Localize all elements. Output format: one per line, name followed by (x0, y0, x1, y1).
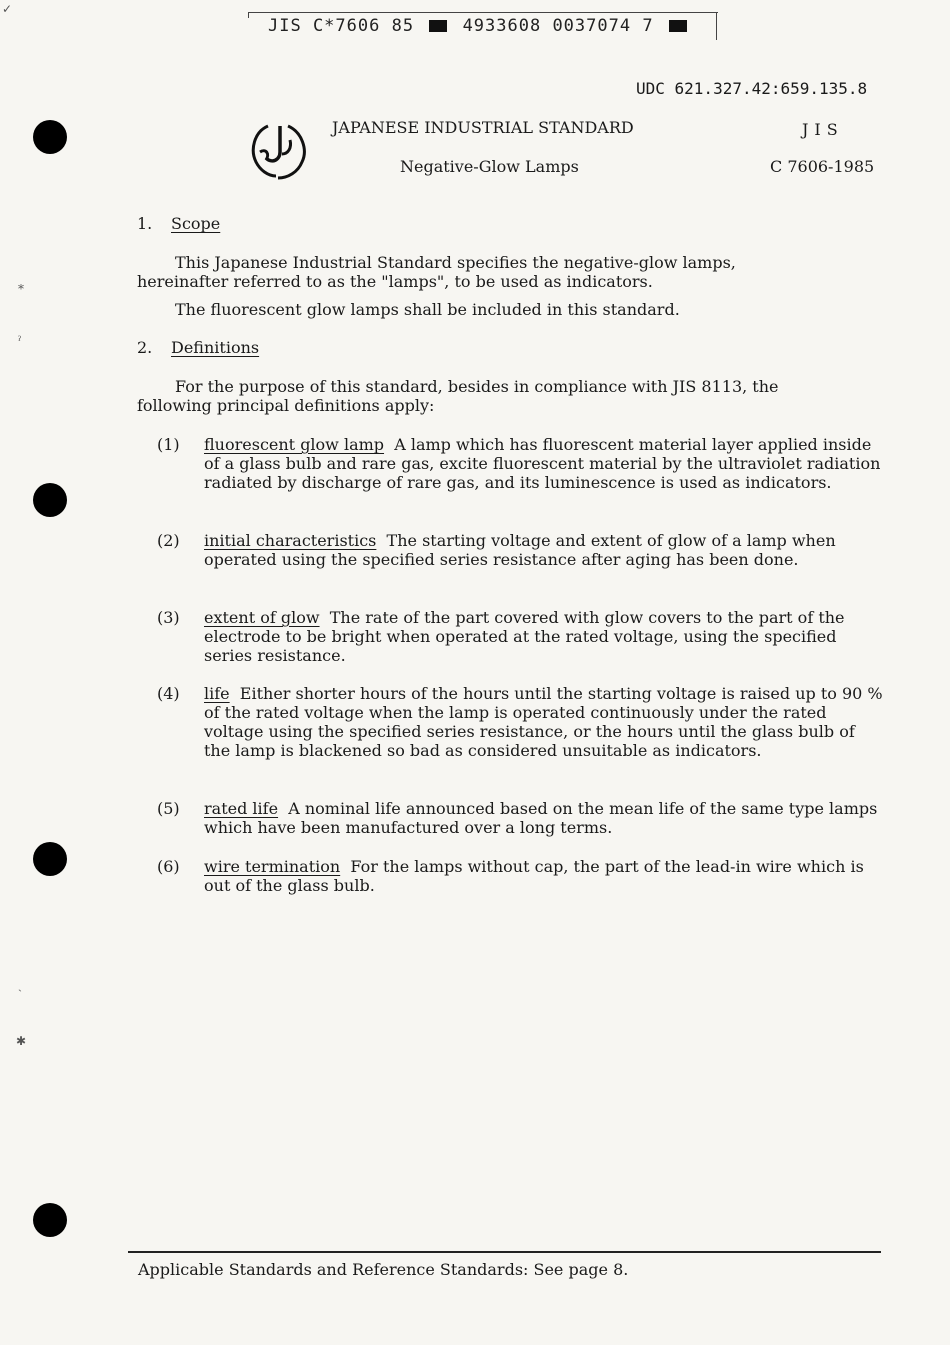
definition-term: rated life (204, 799, 279, 818)
definition-text: For the lamps without cap, the part of the lead-in wire which is out of the glass bulb. (204, 857, 864, 895)
definition-number: (2) (157, 531, 180, 550)
barcode-block-icon (429, 20, 447, 32)
code-right: 4933608 0037074 7 (462, 16, 654, 36)
definition-term: extent of glow (204, 608, 320, 627)
definition-item (204, 857, 884, 895)
definition-number: (1) (157, 435, 180, 454)
definition-item (204, 531, 884, 569)
definition-term: initial characteristics (204, 531, 377, 550)
header-rule-side (716, 12, 717, 40)
footer-rule (128, 1251, 881, 1253)
scope-paragraph-line: hereinafter referred to as the "lamps", to be used as indicators. (137, 272, 653, 291)
section-number: 1. (137, 214, 153, 233)
punch-hole-icon (33, 120, 67, 154)
jis-logo-icon (246, 118, 310, 182)
definition-term: life (204, 684, 230, 703)
definition-item (204, 608, 884, 665)
scope-paragraph-line: This Japanese Industrial Standard specifies the negative-glow lamps, (175, 253, 736, 272)
section-title-definitions: Definitions (171, 338, 260, 357)
definition-item (204, 684, 884, 760)
section-number: 2. (137, 338, 153, 357)
barcode-block-icon (669, 20, 687, 32)
definition-text: A lamp which has fluorescent material layer applied inside of a glass bulb and rare gas, excite fluorescent material by the ultraviolet radiation radiated by discharge of rare gas, and its luminescence is used as indicators. (204, 435, 881, 492)
definition-text: Either shorter hours of the hours until the starting voltage is raised up to 90 % of the rated voltage when the lamp is operated continuously under the rated voltage using the specified series resistance, or the hours until the glass bulb of the lamp is blackened so bad as considered unsuitable as indicators. (204, 684, 883, 760)
definitions-intro-line: following principal definitions apply: (137, 396, 435, 415)
definition-term: fluorescent glow lamp (204, 435, 385, 454)
punch-hole-icon (33, 842, 67, 876)
definition-term: wire termination (204, 857, 341, 876)
standard-number: C 7606-1985 (770, 157, 875, 176)
definition-text: The rate of the part covered with glow covers to the part of the electrode to be bright when operated at the rated voltage, using the specified series resistance. (204, 608, 845, 665)
standard-title: JAPANESE INDUSTRIAL STANDARD (332, 118, 634, 137)
udc-code: UDC 621.327.42:659.135.8 (636, 79, 868, 98)
definition-item (204, 435, 884, 492)
scan-speck: ˎ (18, 978, 22, 992)
document-code-header (268, 16, 691, 36)
header-rule (248, 12, 718, 13)
definition-number: (5) (157, 799, 180, 818)
scan-speck: ✓ (2, 2, 13, 16)
standard-subtitle: Negative-Glow Lamps (400, 157, 579, 176)
definition-item (204, 799, 884, 837)
scan-speck: ˀ (18, 334, 22, 348)
scope-paragraph: The fluorescent glow lamps shall be included in this standard. (175, 300, 680, 319)
definition-number: (4) (157, 684, 180, 703)
punch-hole-icon (33, 483, 67, 517)
section-title-scope: Scope (171, 214, 221, 233)
definition-number: (6) (157, 857, 180, 876)
footer-reference: Applicable Standards and Reference Standards: See page 8. (138, 1260, 629, 1279)
code-left: JIS C*7606 85 (268, 16, 415, 36)
definitions-intro-line: For the purpose of this standard, besides in compliance with JIS 8113, the (175, 377, 779, 396)
jis-mark: JIS (802, 120, 844, 139)
definition-number: (3) (157, 608, 180, 627)
definition-text: A nominal life announced based on the mean life of the same type lamps which have been manufactured over a long terms. (204, 799, 878, 837)
scan-speck: ⁎ (18, 278, 24, 292)
punch-hole-icon (33, 1203, 67, 1237)
scan-speck: ✱ (16, 1034, 27, 1048)
definition-text: The starting voltage and extent of glow of a lamp when operated using the specified series resistance after aging has been done. (204, 531, 836, 569)
